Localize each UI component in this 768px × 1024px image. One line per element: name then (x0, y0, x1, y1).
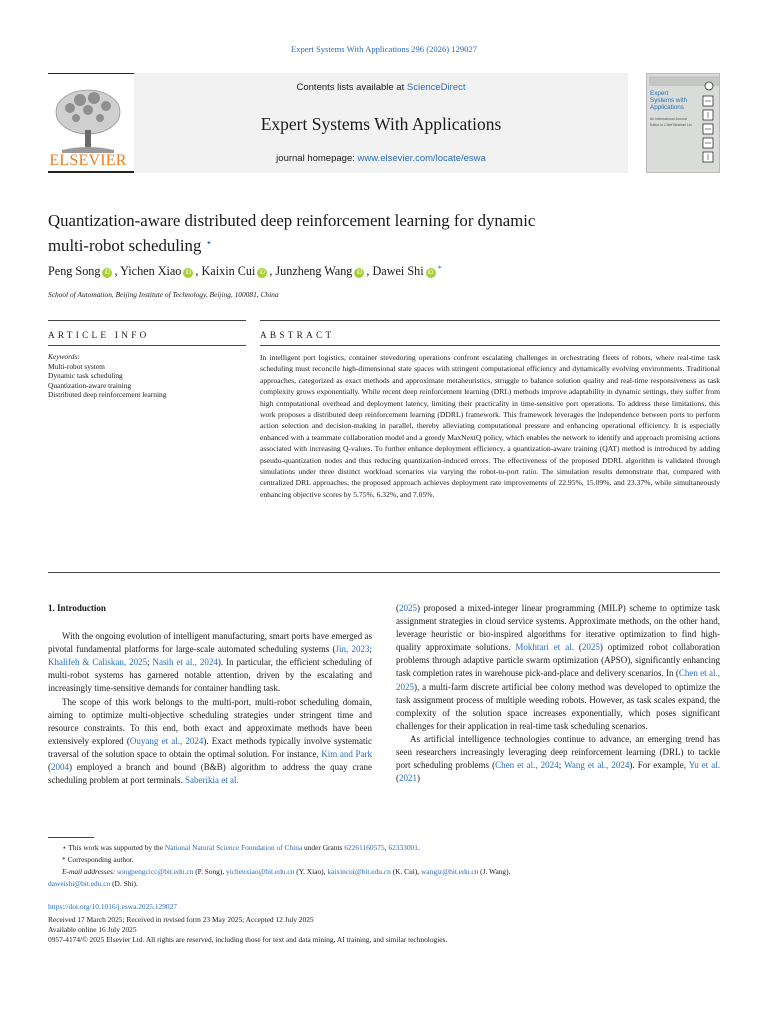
citation-link[interactable]: Jin, 2023 (335, 644, 370, 655)
grant-separator: , (384, 843, 387, 852)
divider (48, 345, 246, 346)
email-footnote (48, 866, 720, 878)
paragraph-text: ). In particular, the efficient scheduling of multi-robot systems has garnered notable attention, driven by the escalating and increasingly time-sensitive demands for container handling task. (48, 657, 372, 694)
funding-text: under Grants (304, 843, 343, 852)
paragraph-text: The scope of this work belongs to the multi-port, multi-robot scheduling domain, aiming to optimize multi-objective scheduling strategies under stringent time and resource constraints. To this end, both exact and approximate methods have been extensively explored ( (48, 696, 372, 746)
email-footnote-continued (48, 878, 720, 890)
abstract-heading: ABSTRACT (260, 330, 335, 340)
citation-link[interactable]: Nasih et al., 2024 (152, 657, 218, 668)
author-separator: , (114, 264, 118, 278)
corresponding-marker: * (62, 855, 66, 865)
sciencedirect-link[interactable]: ScienceDirect (406, 82, 466, 93)
citation-link[interactable]: Mokhtari et al. (515, 642, 574, 653)
publication-info (48, 902, 720, 945)
paragraph-text: ), a multi-farm discrete artificial bee colony method was developed to optimize the task assignment process of multiple weeding robots. However, as task scales expand, the complexity of the solution space increases exponentially, which poses significant challenges for their application in real-time task scheduling scenarios. (396, 681, 720, 731)
affiliation: School of Automation, Beijing Institute of Technology, Beijing, 100081, China (48, 290, 279, 299)
paragraph-text: ). For example, (629, 760, 689, 771)
keyword-item: Distributed deep reinforcement learning (48, 390, 167, 400)
article-title (48, 210, 648, 257)
email-link[interactable]: wangjz@bit.edu.cn (421, 867, 479, 877)
cover-subtitle-line: An International Journal (650, 117, 687, 121)
body-paragraph (48, 696, 372, 788)
abstract-text: In intelligent port logistics, container stevedoring operations confront escalating challenges in orchestrating fleets of robots, where real-time task scheduling must reconcile high-dimensional state spaces with stringent computational efficiency and dynamically evolving environments. Traditional approaches, categorized as exact methods and approximate metaheuristics, struggle to balance solution quality and real-time responsiveness as task complexity grows exponentially. While recent deep reinforcement learning (DRL) methods improve adaptability in dynamic settings, they suffer from high computational overhead and deployment latency, limiting their practicality in time-sensitive port operations. To address these limitations, this work proposes a distributed deep reinforcement learning (DDRL) framework. This framework leverages the independence between ports to perform action selection and decision-making in parallel, thereby alleviating computational pressure and enhancing operational efficiency. It is especially enhanced with a teammate collaboration model and a greedy MaxNextQ policy, which enables the network to identify and approach promising actions associated with increasing Q-values. To further enhance deployment efficiency, a quantization-aware training (QAT) method is introduced by adding pseudo-quantization nodes and thus reducing quantization-induced errors. The effectiveness of the proposed DDRL algorithm is validated through simulations under three distinct workload scenarios via varying the robot-to-port ratio. The simulation results demonstrate that, compared with centralized DRL approaches, the proposed approach achieves deployment rate improvements of 22.95%, 15.09%, and 23.37%, while simultaneously enhancing objective scores by 5.75%, 6.32%, and 7.05%. (260, 353, 720, 499)
email-owner: (Y. Xiao), (296, 867, 326, 877)
author-list (48, 264, 442, 279)
citation-link[interactable]: Chen et al., 2024 (495, 760, 559, 771)
author-name[interactable]: Yichen Xiao (120, 264, 182, 278)
section-heading-introduction: 1. Introduction (48, 603, 106, 613)
orcid-icon[interactable]: iD (257, 268, 267, 278)
citation-link[interactable]: Saberikia et al. (184, 775, 239, 786)
email-link[interactable]: daweishi@bit.edu.cn (48, 879, 111, 889)
email-link[interactable]: kaixincui@bit.edu.cn (327, 867, 391, 877)
cover-subtitle (650, 117, 694, 128)
journal-citation-link[interactable]: Expert Systems With Applications 296 (2026) 129027 (290, 44, 478, 54)
article-title-line2: multi-robot scheduling (48, 236, 202, 255)
author-name[interactable]: Junzheng Wang (275, 264, 353, 278)
funding-end: . (417, 843, 420, 852)
author-name[interactable]: Peng Song (48, 264, 101, 278)
divider (48, 572, 720, 573)
divider (260, 320, 720, 321)
citation-link[interactable]: Chen et al., 2025 (396, 668, 720, 692)
funding-org-link[interactable]: National Natural Science Foundation of China (164, 843, 303, 852)
keywords-block (48, 352, 246, 400)
citation-link[interactable]: Khalifeh & Caliskan, 2025 (48, 657, 148, 668)
body-paragraph (48, 630, 372, 695)
keyword-item: Quantization-aware training (48, 380, 132, 390)
footnote-divider (48, 837, 94, 838)
paragraph-text: ) (417, 773, 420, 784)
article-title-line1: Quantization-aware distributed deep reinforcement learning for dynamic (48, 211, 536, 230)
article-info-heading: ARTICLE INFO (48, 330, 150, 340)
body-column-left (48, 602, 372, 787)
article-title-line2-row (48, 232, 648, 257)
citation-link[interactable]: Ouyang et al., 2024 (129, 735, 204, 746)
paragraph-text: As artificial intelligence technologies continue to advance, an emerging trend has seen researchers increasingly leveraging deep reinforcement learning (DRL) to tackle port scheduling problems ( (396, 733, 720, 771)
paragraph-text: ( (48, 762, 51, 773)
journal-homepage-line (134, 153, 628, 164)
citation-link[interactable]: 2025 (581, 642, 600, 653)
paragraph-text: ; (369, 644, 372, 655)
citation-link[interactable]: Yu et al. (688, 760, 720, 771)
funding-marker: ⋆ (62, 843, 67, 852)
funding-footnote (48, 842, 720, 854)
author-name[interactable]: Dawei Shi (372, 264, 424, 278)
body-column-right (396, 602, 720, 785)
divider (48, 320, 246, 321)
paragraph-text: ( (573, 642, 582, 653)
paragraph-text: ; (147, 657, 153, 668)
paragraph-text: ; (558, 760, 565, 771)
paragraph-text: With the ongoing evolution of intelligent manufacturing, smart ports have emerged as pivotal fundamental platforms for large-scale automated scheduling systems ( (48, 631, 372, 655)
paragraph-text: ) optimized robot collaboration problems through adaptive particle swarm optimization (APSO), significantly enhancing task completion rates in warehouse pick-and-place and delivery scenarios. In ( (396, 642, 720, 679)
grant-link[interactable]: 62333001 (388, 843, 418, 852)
introduction-right-paragraphs (396, 602, 720, 785)
author-separator: , (269, 264, 273, 278)
journal-name: Expert Systems With Applications (260, 114, 502, 134)
citation-link[interactable]: 2004 (51, 762, 69, 773)
available-online: Available online 16 July 2025 (48, 925, 137, 935)
introduction-left-paragraphs (48, 630, 372, 787)
contents-available-line (134, 82, 628, 93)
email-link[interactable]: yichenxiao@bit.edu.cn (226, 867, 295, 877)
paragraph-text: ). Exact methods typically involve systematic traversal of the solution space to obtain the optimal solution. For instance, (48, 735, 372, 759)
divider (260, 345, 720, 346)
homepage-label: journal homepage: (276, 153, 355, 164)
cover-editor-line: Editor-in-Chief Binshan Lin (650, 123, 692, 128)
footnotes (48, 842, 720, 890)
email-owner: (K. Cui), (392, 867, 420, 877)
body-paragraph (396, 733, 720, 785)
email-label: E-mail addresses: (62, 867, 116, 877)
author-name[interactable]: Kaixin Cui (201, 264, 256, 278)
orcid-icon[interactable]: iD (426, 268, 436, 278)
paragraph-text: ( (396, 603, 399, 613)
citation-link[interactable]: Kim and Park (321, 748, 372, 759)
contents-prefix: Contents lists available at (296, 82, 405, 93)
paragraph-text: ( (396, 773, 399, 784)
orcid-icon[interactable]: iD (354, 268, 364, 278)
orcid-icon[interactable]: iD (102, 268, 112, 278)
paragraph-text: ) employed a branch and bound (B&B) algorithm to address the quay crane scheduling problem at port terminals. (48, 762, 372, 786)
cover-journal-title: Expert Systems with Applications (650, 90, 688, 111)
grant-link[interactable]: 62261160575 (344, 843, 385, 852)
citation-link[interactable]: 2025 (399, 603, 417, 613)
paragraph-text: ) proposed a mixed-integer linear programming (MILP) scheme to optimize task assignment strategies in cloud service systems. Approximate methods, on the other hand, leverage heuristic or bio-inspired algorithms for iterative optimization to find high-quality approximate solutions. (396, 603, 720, 653)
funding-star-link[interactable]: ⋆ (205, 237, 213, 249)
email-link[interactable]: songpengcicc@bit.edu.cn (117, 867, 194, 877)
email-owner: (P. Song), (195, 867, 225, 877)
keyword-item: Multi-robot system (48, 361, 105, 371)
corresponding-footnote (48, 854, 720, 866)
elsevier-wordmark: ELSEVIER (49, 152, 127, 169)
corresponding-author-marker[interactable]: * (437, 264, 442, 273)
doi-link[interactable]: https://doi.org/10.1016/j.eswa.2025.129027 (48, 902, 177, 911)
funding-text: This work was supported by the (68, 843, 163, 852)
corresponding-text: Corresponding author. (67, 855, 134, 865)
email-owner: (D. Shi). (112, 879, 138, 889)
email-owner: (J. Wang), (480, 867, 511, 877)
body-paragraph (396, 602, 720, 733)
citation-link[interactable]: Wang et al., 2024 (564, 760, 630, 771)
copyright-line: 0957-4174/© 2025 Elsevier Ltd. All rights are reserved, including those for text and data mining, AI training, and similar technologies. (48, 935, 448, 945)
keyword-item: Dynamic task scheduling (48, 371, 123, 381)
homepage-url-link[interactable]: www.elsevier.com/locate/eswa (357, 153, 486, 164)
orcid-icon[interactable]: iD (183, 268, 193, 278)
keywords-label: Keywords: (48, 352, 80, 361)
citation-link[interactable]: 2021 (399, 773, 417, 784)
received-dates: Received 17 March 2025; Received in revised form 23 May 2025; Accepted 12 July 2025 (48, 915, 314, 925)
author-separator: , (366, 264, 370, 278)
author-separator: , (195, 264, 199, 278)
